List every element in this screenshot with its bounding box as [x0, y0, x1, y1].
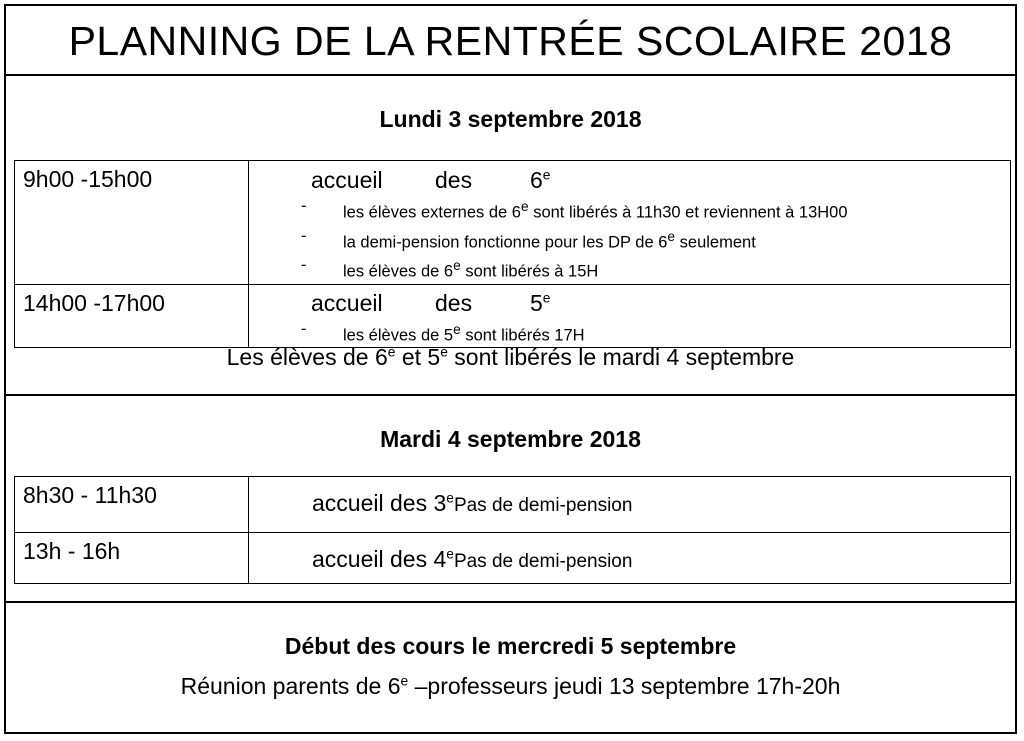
welcome-line	[249, 161, 1010, 194]
activity-cell	[249, 533, 1011, 584]
meal-note: Pas de demi-pension	[453, 495, 633, 516]
closing-section	[6, 603, 1015, 732]
table-row	[15, 477, 1011, 533]
monday-footer: Les élèves de 6e et 5e sont libérés le mardi 4 septembre	[226, 344, 795, 370]
des-label: des	[435, 289, 473, 316]
table-row	[15, 284, 1011, 348]
welcome-line	[249, 285, 1010, 317]
monday-heading: Lundi 3 septembre 2018	[379, 106, 642, 132]
level-label: 5	[530, 289, 543, 316]
list-item: - les élèves de 5e sont libérés 17H	[289, 318, 1010, 348]
monday-table	[14, 160, 1011, 348]
notes-list	[249, 318, 1010, 348]
time-cell: 13h - 16h	[15, 533, 249, 584]
parents-meeting: Réunion parents de 6e –professeurs jeudi 13 septembre 17h-20h	[180, 673, 841, 699]
tuesday-table	[14, 476, 1011, 584]
tuesday-heading: Mardi 4 septembre 2018	[380, 426, 641, 452]
notes-list	[249, 195, 1010, 284]
list-item: - les élèves de 6e sont libérés à 15H	[289, 254, 1010, 284]
meal-note: Pas de demi-pension	[453, 551, 633, 572]
list-item: - la demi-pension fonctionne pour les DP de 6e seulement	[289, 225, 1010, 255]
list-item: - les élèves externes de 6e sont libérés à 11h30 et reviennent à 13H00	[289, 195, 1010, 225]
activity-cell	[249, 161, 1011, 285]
table-row	[15, 161, 1011, 285]
time-cell: 14h00 -17h00	[15, 284, 249, 348]
des-label: des	[435, 167, 473, 193]
accueil-label: accueil	[311, 289, 383, 316]
activity-cell	[249, 477, 1011, 533]
level-label: 6	[530, 167, 543, 193]
level-sup: e	[542, 167, 551, 183]
level-sup: e	[542, 289, 551, 305]
welcome-line: accueil des 4e	[312, 546, 454, 572]
tuesday-section	[6, 396, 1015, 603]
table-row	[15, 533, 1011, 584]
course-start: Début des cours le mercredi 5 septembre	[284, 633, 737, 659]
time-cell: 9h00 -15h00	[15, 161, 249, 285]
welcome-line: accueil des 3e	[312, 490, 454, 516]
monday-section	[6, 76, 1015, 396]
page-title: PLANNING DE LA RENTRÉE SCOLAIRE 2018	[6, 6, 1015, 76]
time-cell: 8h30 - 11h30	[15, 477, 249, 533]
accueil-label: accueil	[311, 167, 383, 193]
activity-cell	[249, 284, 1011, 348]
schedule-document	[4, 4, 1017, 734]
